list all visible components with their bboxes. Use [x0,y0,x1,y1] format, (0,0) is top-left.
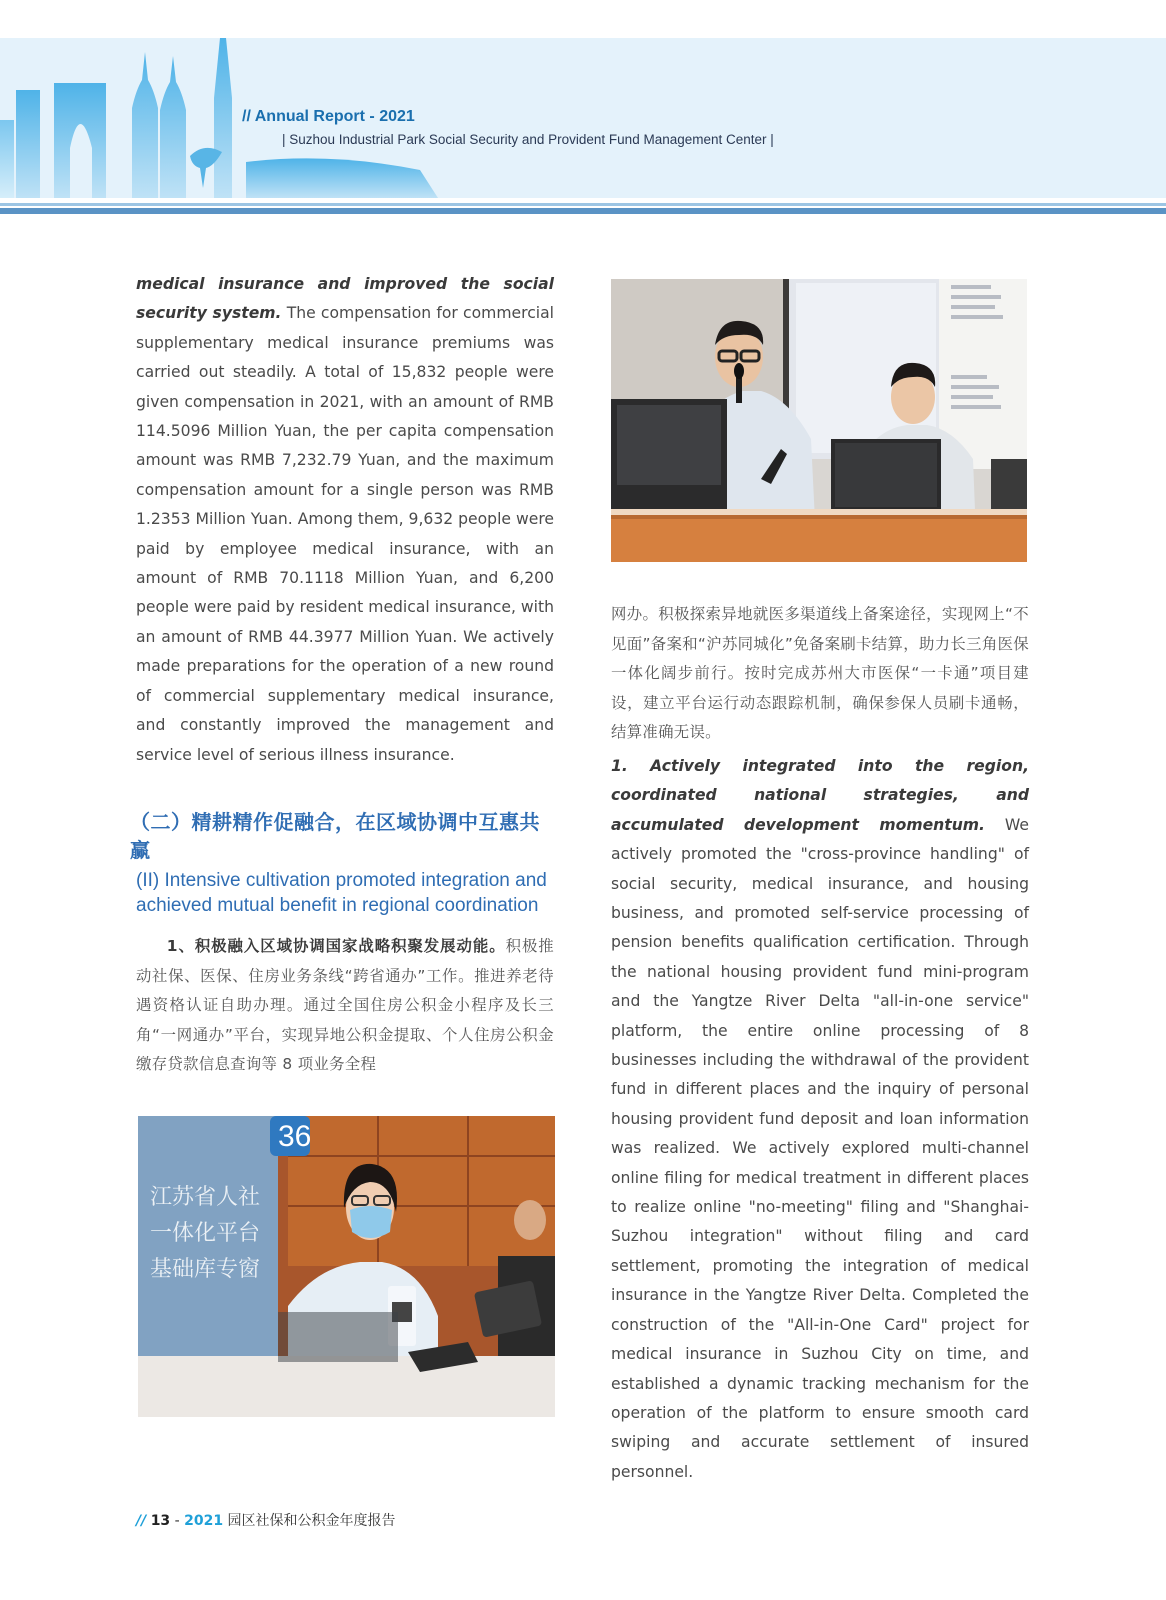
footer-title: 园区社保和公积金年度报告 [223,1513,396,1529]
meeting-photo [611,279,1027,562]
left-column [130,270,554,1080]
footer-year: 2021 [184,1513,224,1529]
regional-integration-paragraph-cn-continued: 网办。积极探索异地就医多渠道线上备案途径，实现网上“不见面”备案和“沪苏同城化”免备案刷卡结算，助力长三角医保一体化阔步前行。按时完成苏州大市医保“一卡通”项目建设，建立平台运行动态跟踪机制，确保参保人员刷卡通畅，结算准确无误。 [611,605,1029,742]
report-subtitle: | Suzhou Industrial Park Social Security and Provident Fund Management Center | [282,132,774,147]
report-title: // Annual Report - 2021 [242,108,415,125]
regional-integration-paragraph-en [611,752,1029,1487]
window-sign-line-2: 一体化平台 [150,1221,261,1246]
page-number: 13 [150,1513,171,1529]
paragraph-lead: 1. Actively integrated into the region, coordinated national strategies, and accumulated development momentum. [611,756,1029,834]
paragraph-body: 积极推动社保、医保、住房业务条线“跨省通办”工作。推进养老待遇资格认证自助办理。通过全国住房公积金小程序及长三角“一网通办”平台，实现异地公积金提取、个人住房公积金缴存贷款信息查询等 8 项业务全程 [136,936,554,1074]
window-sign-line-1: 江苏省人社 [150,1185,261,1210]
header-divider-dark [0,208,1166,214]
header-divider-light [0,203,1166,206]
section-heading-cn: （二）精耕精作促融合，在区域协调中互惠共赢 [130,809,540,862]
commercial-insurance-paragraph [136,270,554,770]
paragraph-body: We actively promoted the "cross-province handling" of social security, medical insurance, and housing business, and promoted self-service processing of pension benefits qualification certification. Through the national housing provident fund mini-program and the Yangtze River Delta "all-in-one service" platform, the entire online processing of 8 businesses including the withdrawal of the provident fund in different places and the inquiry of personal housing provident fund deposit and loan information was realized. We actively explored multi-channel online filing for medical treatment in different places to realize online "no-meeting" filing and "Shanghai-Suzhou integration" without filing and card settlement, promoting the integration of medical insurance in the Yangtze River Delta. Completed the construction of the "All-in-One Card" project for medical insurance in Suzhou City on time, and established a dynamic tracking mechanism for the operation of the platform to ensure smooth card swiping and accurate settlement of insured personnel. [611,815,1029,1481]
right-column [611,600,1029,1487]
window-number: 36 [278,1120,312,1153]
section-heading-en: (II) Intensive cultivation promoted integration and achieved mutual benefit in regional coordination [136,869,547,916]
header-divider-thin [0,198,1166,200]
window-sign-line-3: 基础库专窗 [150,1257,261,1282]
paragraph-lead: 1、积极融入区域协调国家战略积聚发展动能。 [166,936,506,955]
paragraph-body: The compensation for commercial supplementary medical insurance premiums was carried out steadily. A total of 15,832 people were given compensation in 2021, with an amount of RMB 114.5096 Million Yuan, the per capita compensation amount was RMB 7,232.79 Yuan, and the maximum compensation amount for a single person was RMB 1.2353 Million Yuan. Among them, 9,632 people were paid by employee medical insurance, with an amount of RMB 70.1118 Million Yuan, and 6,200 people were paid by resident medical insurance, with an amount of RMB 44.3977 Million Yuan. We actively made preparations for the operation of a new round of commercial supplementary medical insurance, and constantly improved the management and service level of serious illness insurance. [136,304,554,764]
regional-integration-paragraph-cn [136,932,554,1080]
service-window-photo [138,1116,555,1417]
service-window-photo-image [138,1116,555,1417]
header-banner [0,38,1166,198]
paragraph-lead: medical insurance and improved the social security system. [136,275,554,323]
page-footer: // 13 - 2021 园区社保和公积金年度报告 [136,1513,396,1529]
meeting-photo-image [611,279,1027,562]
